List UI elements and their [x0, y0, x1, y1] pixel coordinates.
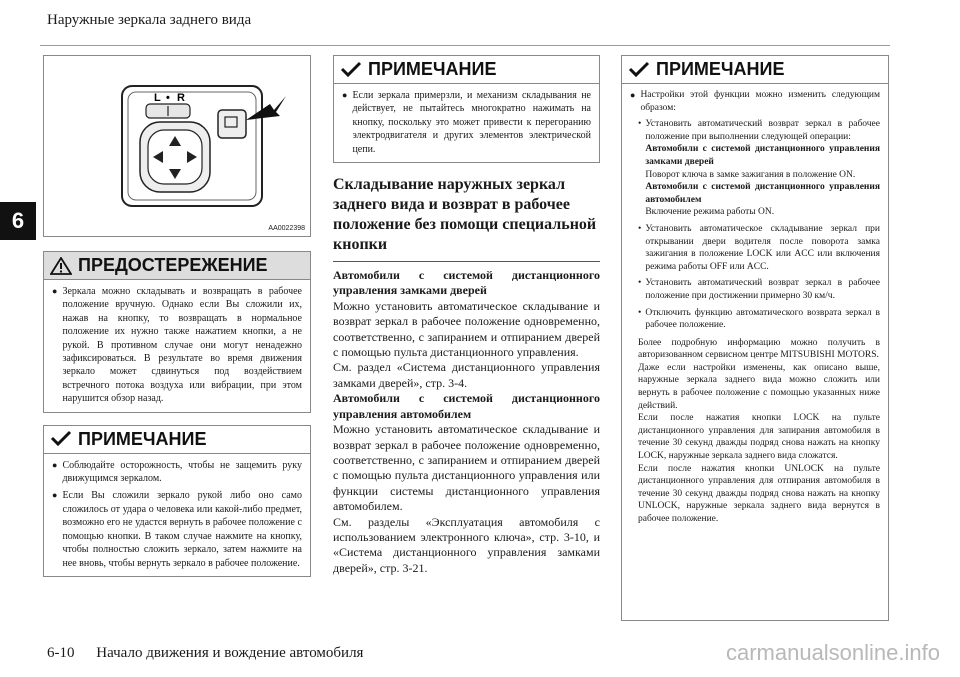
watermark: carmanualsonline.info [725, 640, 940, 665]
warning-box [43, 251, 311, 413]
label-dot: • [166, 92, 170, 104]
list-item: ● Соблюдайте осторожность, чтобы не защемить руку движущимся зеркалом. [52, 459, 302, 485]
warning-title: ПРЕДОСТЕРЕЖЕНИЕ [78, 255, 268, 275]
paragraph: Если после нажатия кнопки UNLOCK на пульте дистанционного управления для отпирания автомобиля в течение 30 секунд дважды подряд снова нажать на кнопку UNLOCK, наружные зеркала заднего вида вернутся в рабочее положение. [638, 463, 880, 524]
sub-item: • Установить автоматический возврат зеркал в рабочее положение при выполнении следующей операции: Автомобили с системой дистанционного управления замками дверей Поворот ключа в замке зажигания в положение ON. Автомобили с системой дистанционного управления автомобилем Включение режима работы ON. [638, 119, 880, 218]
note-check-icon [340, 61, 362, 79]
chapter-name: Начало движения и вождение автомобиля [96, 645, 364, 661]
note-check-icon [50, 430, 72, 448]
note-header [334, 56, 599, 84]
middle-column [333, 55, 600, 576]
label-l: L [154, 92, 161, 104]
note-title: ПРИМЕЧАНИЕ [368, 59, 497, 79]
sub-item: • Отключить функцию автоматического возврата зеркал в рабочее положение. [638, 307, 880, 331]
paragraph: Даже если настройки изменены, как описано выше, наружные зеркала заднего вида можно сложить или вернуть в рабочее положение с помощью указанных ниже действий. [638, 362, 880, 411]
paragraph: См. раздел «Система дистанционного управления замками дверей», стр. 3-4. [333, 360, 600, 390]
section-body [333, 268, 600, 576]
pointer-arrow-icon [246, 96, 286, 120]
figure-code: AA0022398 [268, 225, 305, 232]
list-item: ● Если Вы сложили зеркало рукой либо оно само сложилось от удара о человека или какой-либо предмет, возможно его не удастся вернуть в рабочее положение с помощью кнопки. В таком случае нажмите на кнопку, чтобы полностью сложить зеркало, затем нажмите на нее вновь, чтобы вернуть зеркало в рабочее положение. [52, 490, 302, 569]
subheading: Автомобили с системой дистанционного управления автомобилем [333, 391, 600, 421]
note-box-left [43, 425, 311, 577]
note-header [44, 426, 310, 454]
chapter-tab: 6 [0, 202, 36, 240]
warning-triangle-icon [50, 257, 72, 275]
note-title: ПРИМЕЧАНИЕ [78, 428, 207, 449]
paragraph: Более подробную информацию можно получить в авторизованном сервисном центре MITSUBISHI MOTORS. [638, 337, 880, 361]
paragraph: Можно установить автоматическое складывание и возврат зеркал в рабочее положение одновременно, соответственно, с запиранием и отпиранием дверей с помощью пульта дистанционного управления. [333, 298, 600, 360]
sub-item: • Установить автоматическое складывание зеркал при открывании двери водителя после поворота замка зажигания в положение LOCK или ACC или включения режима работы OFF или ACC. [638, 223, 880, 272]
note-check-icon [628, 61, 650, 79]
section-title: Складывание наружных зеркал заднего вида и возврат в рабочее положение без помощи специальной кнопки [333, 175, 600, 262]
subheading: Автомобили с системой дистанционного управления замками дверей [333, 268, 600, 298]
header-rule [40, 45, 890, 46]
page-footer [47, 645, 381, 662]
paragraph: Если после нажатия кнопки LOCK на пульте дистанционного управления для запирания автомобиля в течение 30 секунд дважды подряд снова нажать на кнопку LOCK, наружные зеркала заднего вида сложатся. [638, 413, 880, 462]
page-header-title: Наружные зеркала заднего вида [47, 12, 252, 28]
note-box-mid [333, 55, 600, 163]
fold-button [218, 110, 246, 138]
label-r: R [177, 92, 185, 104]
note-title: ПРИМЕЧАНИЕ [656, 59, 785, 79]
sub-item: • Установить автоматический возврат зеркал в рабочее положение при достижении примерно 30 км/ч. [638, 278, 880, 301]
warning-header [44, 252, 310, 280]
note-header [622, 56, 888, 84]
page-number: 6-10 [47, 645, 75, 661]
mirror-switch-figure [43, 55, 311, 237]
note-box-right [621, 55, 889, 621]
mirror-switch-illustration [44, 56, 312, 236]
list-item: ● Если зеркала примерзли, и механизм складывания не действует, не пытайтесь многократно нажимать на кнопку, поскольку это может привести к перегоранию электродвигателя и других элементов электрической цепи. [342, 90, 591, 155]
left-column [43, 55, 311, 577]
list-item: ● Зеркала можно складывать и возвращать в рабочее положение вручную. Однако если Вы сложили их, нажав на кнопку, то возвращать в нормальное положение их нужно также нажатием кнопки, а не рукой. В противном случае они могут ненадежно зафиксироваться. В результате во время движения зеркало может сдвинуться под воздействием встречного потока воздуха или вибрации, при этом нарушится обзор назад. [52, 286, 302, 405]
paragraph: См. разделы «Эксплуатация автомобиля с использованием электронного ключа», стр. 3-10, и «Система дистанционного управления замками дверей», стр. 3-21. [333, 514, 600, 575]
paragraph: Можно установить автоматическое складывание и возврат зеркал в рабочее положение одновременно, соответственно, с запиранием и отпиранием дверей с помощью пульта дистанционного управления или функции системы дистанционного управления автомобилем. [333, 422, 600, 514]
right-column [621, 55, 889, 621]
list-item: ● Настройки этой функции можно изменить следующим образом: [630, 90, 880, 113]
